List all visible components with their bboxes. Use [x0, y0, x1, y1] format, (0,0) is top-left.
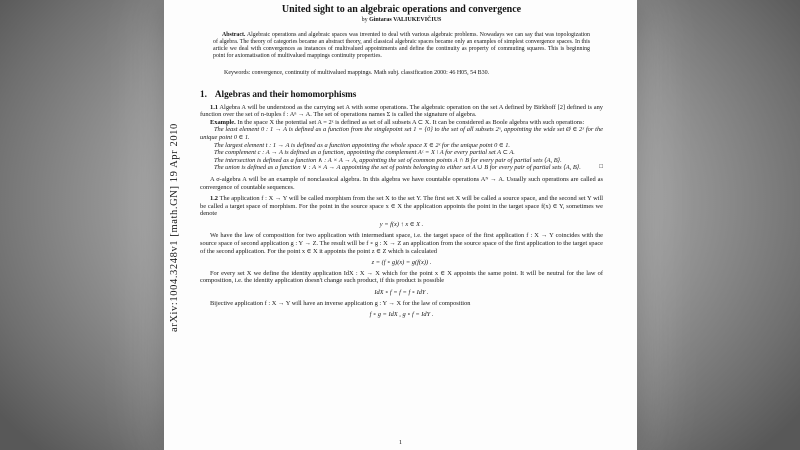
- equation-inverse: f ∘ g = IdX , g ∘ f = IdY .: [369, 310, 434, 318]
- abstract-paragraph: [213, 32, 590, 60]
- paragraph-largest-element: The largest element t : 1 → A is defined as a function appointing the whole space X ∈ 2ˣ for the unique point 0 ∈ 1.: [214, 141, 511, 149]
- equation-identity: IdX ∘ f = f = f ∘ IdY .: [374, 288, 429, 296]
- byline: [200, 17, 603, 24]
- byline-prefix: by: [361, 17, 368, 23]
- paragraph-bijective: Bijective application f : X → Y will have an inverse application g : Y → X for the law of composition: [210, 299, 471, 307]
- equation-denote: y = f(x) ↑ x ∈ X .: [379, 221, 424, 229]
- paragraph-1-1-text: Algebra A will be understood as the carrying set A with some operations. The algebraic operation on the set A defined by Birkhoff [2] defined is any function over the set of n-tuples f : Aⁿ → A. The set of operations names Σ is called the signature of algebra.: [200, 103, 603, 119]
- section-title: Algebras and their homomorphisms: [214, 88, 357, 99]
- paragraph-union: [200, 164, 603, 172]
- paragraph-1-2: [200, 195, 603, 218]
- paragraph-1-1-label: 1.1: [210, 103, 218, 111]
- paper-title: United sight to an algebraic operations and convergence: [281, 4, 522, 15]
- paragraph-union-text: The union is defined as a function ∨ : A × A → A appointing the set of points belonging to either set A ∪ B for every pair of partial sets ⟨A, B⟩.: [214, 164, 581, 172]
- page-number: 1: [398, 439, 403, 446]
- paragraph-composition: We have the law of composition for two application with intermediant space, i.e. the target space of the first application f : X → Y coincides with the source space of second application g : Y → Z. The result will be f ∘ g : X → Z an application from the source space of the first application to the target space of the second application. For the point x ∈ X it appoints the point z ∈ Z which is calculated: [200, 232, 603, 255]
- paragraph-least-element: The least element 0 : 1 → A is defined as a function from the singlepoint set 1 = {0} to the set of all subsets 2ˣ, appointing the wide set Ø ∈ 2ˣ for the unique point 0 ∈ 1.: [200, 126, 603, 141]
- keywords-line: Keywords: convergence, continuity of multivalued mappings. Math subj. classification 2000: 46 H05, 54 B30.: [224, 70, 490, 77]
- section-heading: [200, 89, 603, 99]
- paragraph-identity: For every set X we define the identity application IdX : X → X which for the point x ∈ X appoints the same point. It will be neutral for the law of composition, i.e. the identity application doesn't change such product, if this product is possible: [200, 269, 603, 285]
- paragraph-1-2-label: 1.2: [210, 195, 218, 203]
- equation-composition: z = (f ∘ g)(x) = g(f(x)) .: [371, 258, 432, 266]
- paragraph-intersection: The intersection is defined as a function ∧ : A × A → A, appointing the set of common points A ∩ B for every pair of partial sets ⟨A, B⟩.: [214, 156, 562, 164]
- abstract-text: Algebraic operations and algebraic spaces was invented to deal with various algebraic problems. Nowadays we can say that was topologization of algebra. The theory of categories became an abstract theory, and classical algebraic spaces became only an examples of simplest convergence spaces. In this article we deal with convergences as instances of multivalued appointments and define the continuity as property of commuting squares. This is beginning point for axiomatisation of multivalued mappings continuity properties.: [213, 32, 590, 60]
- paragraph-complement: The complement c : A → A is defined as a function, appointing the complement Aᶜ = X \ A for every partial set A ⊂ A.: [214, 149, 515, 157]
- section-number: 1.: [200, 88, 207, 99]
- paragraph-example-label: Example.: [210, 118, 236, 126]
- paragraph-sigma-algebra: A σ-algebra A will be an example of nonclassical algebra. In this algebra we have countable operations Aᴺ → A. Usually such operations are called as convergence of countable sequences.: [200, 175, 603, 191]
- paper-page: [164, 0, 637, 450]
- arxiv-watermark: arXiv:1004.3248v1 [math.GN] 19 Apr 2010: [169, 123, 180, 332]
- paragraph-1-1: [200, 104, 603, 119]
- paragraph-1-2-text: The application f : X → Y will be called morphism from the set X to the set Y. The first set X will be called a source space, and the second set Y will be called a target space of morphism. For the point in the source space x ∈ X the application appoints the point in the target space f(x) ∈ Y, sometimes we denote: [200, 195, 604, 218]
- paragraph-example: [200, 119, 603, 127]
- author-name: Gintaras VALIUKEVIČIUS: [369, 17, 442, 23]
- paragraph-example-text: In the space X the potential set A = 2ˣ is defined as set of all subsets A ⊂ X. It can be considered as Boole algebra with such operations:: [237, 118, 585, 126]
- qed-box: □: [599, 163, 603, 171]
- abstract-label: Abstract.: [222, 32, 246, 38]
